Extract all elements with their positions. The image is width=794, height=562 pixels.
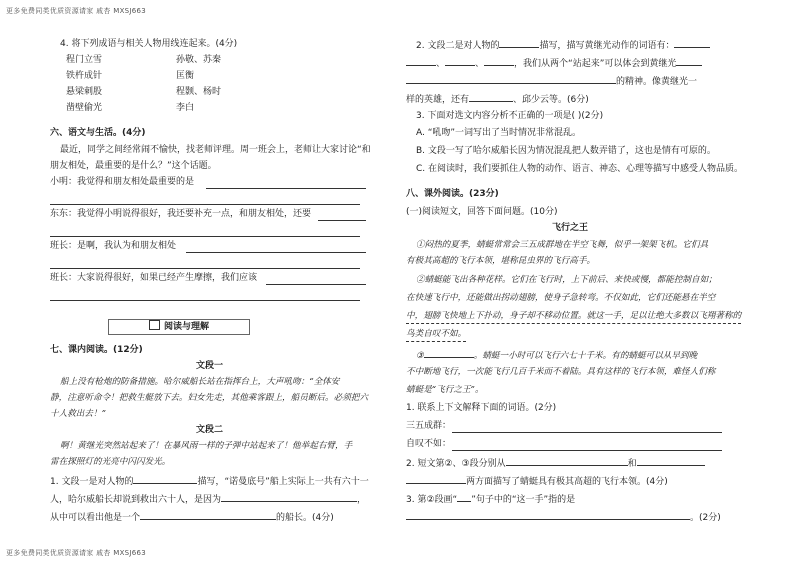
r2-text: 2. 短文第②、③段分别从 [406,459,506,469]
answer-blank[interactable] [406,56,436,66]
answer-blank[interactable] [445,56,475,66]
article-text: 。蜻蜓一小时可以飞行六七十千米。有的蜻蜓可以从早到晚 [473,351,698,361]
answer-blank[interactable] [186,251,366,253]
q1-text: 人，哈尔威船长却说到救出六十人，是因为 [50,495,222,505]
q1-text: 描写，“诺曼底号”船上实际上一共有六十一 [197,477,369,487]
q1-text: 从中可以看出他是一个 [50,513,141,523]
article-para-1-line-2: 有极其高超的飞行本领，堪称昆虫界的飞行高手。 [406,256,596,266]
answer-blank[interactable] [406,510,690,520]
article-para-2-line-1: ②蜻蜓能飞出各种花样。它们在飞行时，上下前后、来快或慢，都能控制自如； [416,275,717,285]
person-4: 李白 [176,103,195,113]
s6-para-2: 朋友相处，最重要的是什么？”这个话题。 [50,161,217,171]
article-para-2-line-2: 在快速飞行中，还能做出拐动翅膀，使身子急转弯。不仅如此，它们还能悬在半空 [406,293,716,303]
r2-text: 两方面描写了蜻蜓具有极其高超的飞行本领。(4分) [466,477,668,487]
q1-line-2 [50,492,366,507]
answer-blank[interactable] [469,92,513,102]
answer-blank[interactable] [50,203,360,205]
q2-text: 、邱少云等。(6分) [513,95,589,105]
s6-para-1: 最近，同学之间经常闹不愉快，找老师评理。周一班会上，老师让大家讨论“和 [60,145,371,155]
q2-text: 描写，描写黄继光动作的词语有： [539,41,675,51]
person-3: 程颢、杨时 [176,87,222,97]
q2-text: 2. 文段二是对人物的 [416,41,500,51]
q2-line-1 [416,38,710,53]
q1-line-1 [50,474,369,489]
option-c[interactable]: C. 在阅读时，我们要抓住人物的动作、语言、神态、心理等描写中感受人物品质。 [416,164,744,174]
answer-blank[interactable] [50,299,360,301]
word-1-label: 三五成群： [406,421,452,431]
option-a[interactable]: A. “吼吻”一词写出了当时情况非常混乱。 [416,128,582,138]
q4-title: 4. 将下列成语与相关人物用线连起来。(4分) [60,39,238,49]
r3-text: 。(2分) [690,513,721,523]
q1-text: 的船长。(4分) [276,513,334,523]
article-text: ③ [416,351,424,361]
q1-text: ， [357,495,367,505]
person-2: 匡衡 [176,71,195,81]
passage-2-title: 文段二 [196,425,224,435]
answer-blank[interactable] [674,38,710,48]
reading-banner [108,319,250,335]
article-para-3-line-2: 不中断地飞行，一次能飞行几百千米而不着陆。具有这样的飞行本领，难怪人们称 [406,367,716,377]
q2-text: ，我们从两个“站起来”可以体会到黄继光 [514,59,677,69]
answer-blank[interactable] [424,348,474,358]
idiom-2: 铁杵成针 [66,71,103,81]
dongdong-prompt: 东东：我觉得小明说得很好，我还要补充一点，和朋友相处，还要 [50,209,312,219]
answer-blank[interactable] [318,219,366,221]
r3-text: ”句子中的“这一手”指的是 [471,495,576,505]
passage-2-line-1: 啊！黄继光突然站起来了！在暴风雨一样的子弹中站起来了！他举起右臂，手 [60,441,353,451]
article-title: 飞行之王 [552,223,589,233]
r2-line-1 [406,456,705,471]
article-para-2-line-3: 中，翅膀飞快地上下扑动，身子却不移动位置。就这一手，足以让绝大多数以飞翔著称的 [406,310,741,324]
q2-line-2 [406,56,702,71]
person-1: 孙敬、苏秦 [176,55,222,65]
banner-label: 阅读与理解 [163,322,209,332]
answer-blank[interactable] [50,235,360,237]
passage-1-line-3: 十人救出去！” [50,409,106,419]
answer-blank[interactable] [484,56,514,66]
passage-1-line-2: 静，注意听命令！把救生艇放下去。妇女先走，其他乘客跟上，船员断后。必须把六 [50,393,368,403]
section-8-subtitle: (一)阅读短文，回答下面问题。(10分) [406,207,558,217]
answer-blank[interactable] [266,283,366,285]
section-8-title: 八、课外阅读。(23分) [406,189,499,199]
q2-line-3 [406,74,697,89]
answer-blank[interactable] [637,456,705,466]
idiom-3: 悬梁刺股 [66,87,103,97]
answer-blank[interactable] [406,474,466,484]
answer-blank[interactable] [140,510,276,520]
r2-text: 和 [627,459,637,469]
page-footer: 更多免费同类优质资源请家 戚杏 MXSJ663 [6,549,147,557]
q2-line-4 [406,92,589,107]
section-6-title: 六、语文与生活。(4分) [50,128,146,138]
answer-blank[interactable] [133,474,197,484]
idiom-4: 凿壁偷光 [66,103,103,113]
book-icon [149,320,160,330]
word-2-label: 自叹不如： [406,439,452,449]
answer-blank[interactable] [457,492,471,502]
xiaoming-prompt: 小明：我觉得和朋友相处最重要的是 [50,177,195,187]
answer-blank[interactable] [206,187,366,189]
article-para-1-line-1: ①闷热的夏季，蜻蜓常常会三五成群地在半空飞舞，似乎一架架飞机。它们具 [416,240,709,250]
r2-line-2 [406,474,668,489]
answer-blank[interactable] [452,449,722,451]
r3-text: 3. 第②段画“ [406,495,458,505]
q2-text: 的精神。像黄继光一 [616,77,698,87]
q2-text: 、 [436,59,446,69]
passage-1-title: 文段一 [196,361,224,371]
answer-blank[interactable] [221,492,357,502]
option-b[interactable]: B. 文段一写了哈尔威船长因为情况混乱把人数弄错了，这也是情有可原的。 [416,146,716,156]
article-para-3-line-1 [416,348,697,363]
q3-title: 3. 下面对选文内容分析不正确的一项是( )(2分) [416,111,604,121]
article-para-2-line-4: 鸟类自叹不如。 [406,328,466,342]
answer-blank[interactable] [452,431,722,433]
answer-blank[interactable] [676,56,702,66]
q2-text: 、 [475,59,485,69]
r3-line-2 [406,510,721,525]
idiom-1: 程门立雪 [66,55,103,65]
monitor-prompt-2: 班长：大家说得很好，如果已经产生摩擦，我们应该 [50,273,258,283]
q1-line-3 [50,510,334,525]
answer-blank[interactable] [499,38,539,48]
section-7-title: 七、课内阅读。(12分) [50,345,143,355]
passage-1-line-1: 船上没有枪炮的防备措施。哈尔威船长站在指挥台上，大声吼吻：“全体安 [60,377,340,387]
q2-text: 样的英雄，还有 [406,95,470,105]
q1-text: 1. 文段一是对人物的 [50,477,134,487]
answer-blank[interactable] [506,456,628,466]
r3-line-1 [406,492,575,507]
monitor-prompt-1: 班长：是啊，我认为和朋友相处 [50,241,177,251]
page-header: 更多免费同类优质资源请家 戚杏 MXSJ663 [6,7,147,15]
answer-blank[interactable] [406,74,616,84]
article-para-3-line-3: 蜻蜓是“飞行之王”。 [406,385,484,395]
answer-blank[interactable] [50,267,360,269]
r1-title: 1. 联系上下文解释下面的词语。(2分) [406,403,557,413]
passage-2-line-2: 雷在探照灯的光亮中闪闪发光。 [50,457,171,467]
